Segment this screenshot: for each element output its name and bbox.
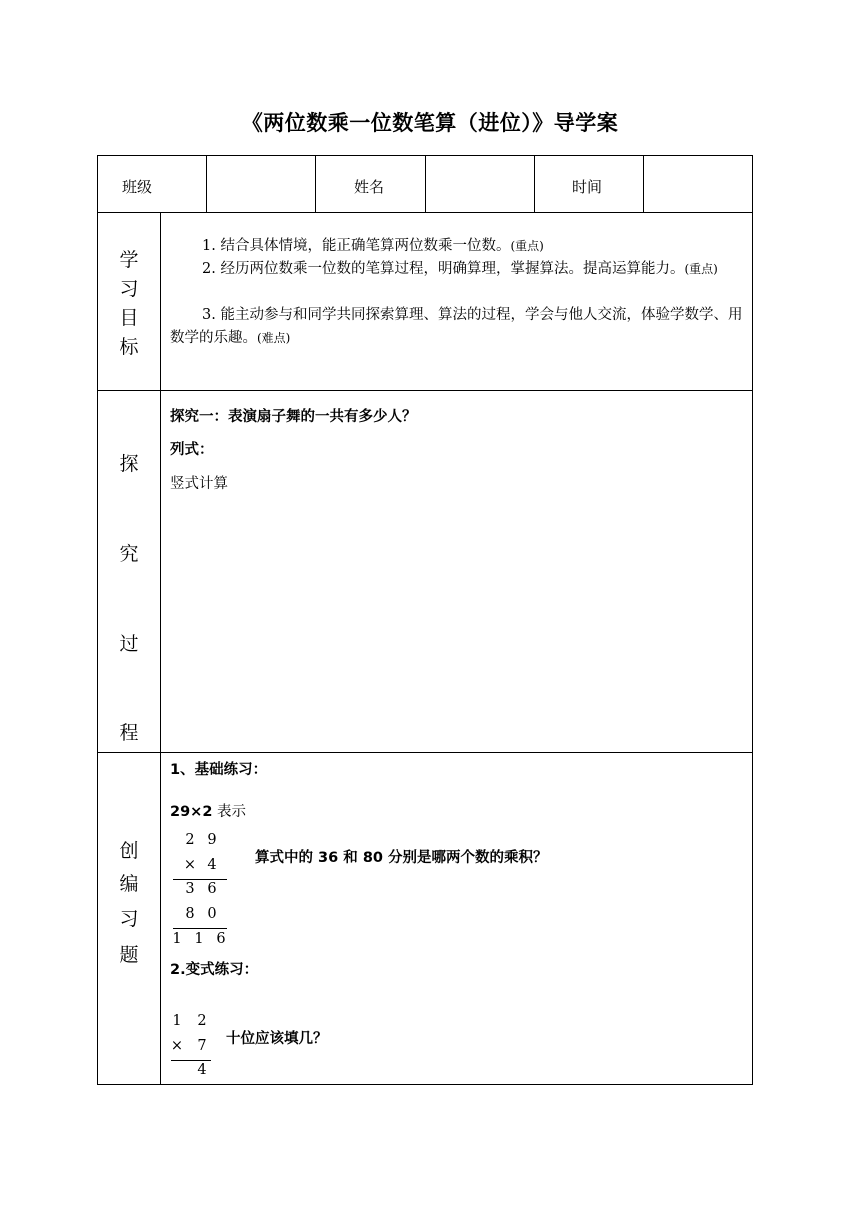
calc1-rule	[173, 928, 227, 929]
time-label: 时间	[572, 178, 603, 196]
name-label: 姓名	[354, 178, 385, 196]
calc1-digit: 1	[172, 931, 182, 947]
worksheet-table	[97, 155, 753, 1085]
calc1-rule	[173, 879, 227, 880]
header-divider	[643, 156, 644, 212]
row-divider	[98, 390, 752, 391]
goal-text: 3. 能主动参与和同学共同探索算理、算法的过程，学会与他人交流，体验学数学、用数学的乐趣。	[170, 307, 743, 346]
calc1-digit: 9	[207, 832, 217, 848]
goal-note: (重点)	[510, 239, 544, 253]
name-field[interactable]	[427, 158, 532, 210]
goal-text: 1. 结合具体情境，能正确笔算两位数乘一位数。	[202, 238, 511, 254]
calc1-digit: 6	[216, 931, 226, 947]
calc2-digit: 1	[172, 1013, 182, 1029]
row-divider	[98, 752, 752, 753]
formula-label: 列式：	[170, 442, 214, 458]
practice-side-char: 题	[119, 944, 139, 966]
header-divider	[425, 156, 426, 212]
goal-note: (难点)	[257, 331, 291, 345]
goals-side-char: 学	[119, 249, 139, 271]
explore-side-char: 探	[119, 453, 139, 475]
calc1-digit: ×	[183, 857, 197, 873]
product-question: 算式中的 36 和 80 分别是哪两个数的乘积？	[255, 850, 548, 866]
variant-practice-title: 2.变式练习：	[170, 962, 259, 978]
explore-side-char: 过	[119, 633, 139, 655]
header-divider	[315, 156, 316, 212]
goals-side-char: 目	[119, 307, 139, 329]
page-title: 《两位数乘一位数笔算（进位）》导学案	[241, 111, 619, 135]
practice-side-char: 编	[119, 873, 139, 895]
basic-practice-title: 1、基础练习：	[170, 762, 268, 778]
class-field[interactable]	[208, 158, 313, 210]
calc1-digit: 0	[207, 906, 217, 922]
calc2-digit: ×	[170, 1038, 184, 1054]
explore-side-char: 程	[119, 722, 139, 744]
header-divider	[534, 156, 535, 212]
calc1-digit: 8	[185, 906, 195, 922]
expression-text: 29×2 表示	[170, 804, 247, 820]
calc2-rule	[171, 1060, 211, 1061]
goal-text: 2. 经历两位数乘一位数的笔算过程，明确算理，掌握算法。提高运算能力。	[202, 261, 685, 277]
calc2-digit: 2	[197, 1013, 207, 1029]
expression-bold: 29×2	[170, 804, 213, 820]
row-divider	[98, 212, 752, 213]
goal-note: (重点)	[684, 262, 718, 276]
goals-side-char: 标	[119, 336, 139, 358]
calc1-digit: 6	[207, 881, 217, 897]
goal-item-1	[170, 235, 746, 258]
calc1-digit: 3	[185, 881, 195, 897]
practice-side-char: 创	[119, 840, 139, 862]
goals-side-char: 习	[119, 278, 139, 300]
goal-item-3	[170, 304, 746, 350]
explore-side-char: 究	[119, 543, 139, 565]
calc1-digit: 4	[207, 857, 217, 873]
calc2-digit: 4	[197, 1062, 207, 1078]
calc2-digit: 7	[197, 1038, 207, 1054]
calc1-digit: 2	[185, 832, 195, 848]
header-divider	[206, 156, 207, 212]
explore-question: 探究一：表演扇子舞的一共有多少人？	[170, 409, 417, 425]
class-label: 班级	[122, 178, 153, 196]
goal-item-2	[170, 258, 746, 281]
calc1-digit: 1	[194, 931, 204, 947]
side-column-divider	[160, 212, 161, 1085]
time-field[interactable]	[645, 158, 750, 210]
vertical-calc-label: 竖式计算	[170, 476, 228, 492]
practice-side-char: 习	[119, 908, 139, 930]
tens-question: 十位应该填几？	[226, 1031, 328, 1047]
